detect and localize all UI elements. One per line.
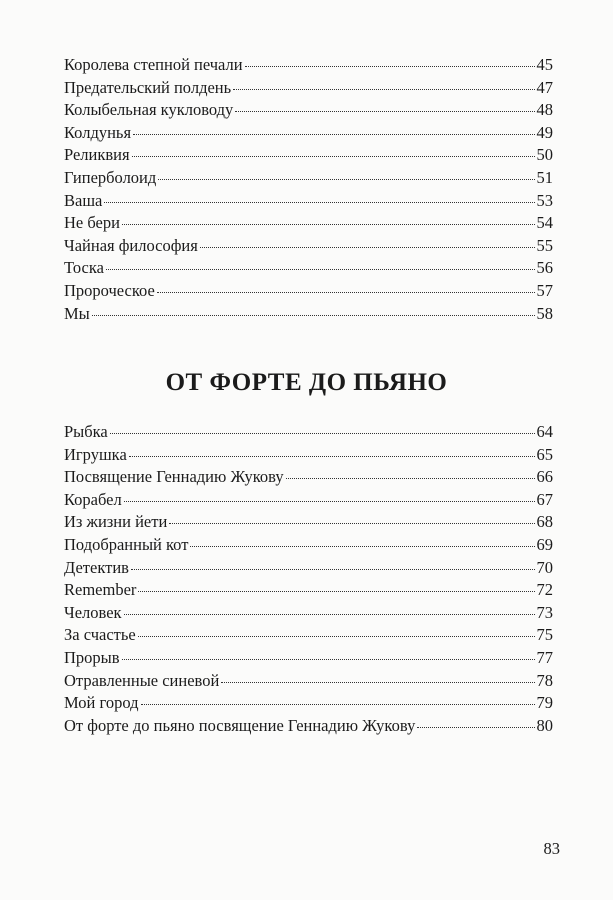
toc-entry xyxy=(64,235,553,258)
entry-page-number: 54 xyxy=(536,213,553,233)
entry-page-number: 67 xyxy=(536,489,553,509)
toc-entry xyxy=(64,257,553,280)
entry-page-number: 55 xyxy=(536,235,553,255)
toc-entry xyxy=(64,647,553,670)
entry-page-number: 79 xyxy=(536,693,553,713)
toc-entry xyxy=(64,167,553,190)
entry-title: Не бери xyxy=(64,213,120,233)
entry-page-number: 51 xyxy=(536,167,553,187)
entry-page-number: 47 xyxy=(536,77,553,97)
entry-title: Remember xyxy=(64,580,137,600)
dot-leader xyxy=(417,727,534,728)
entry-title: За счастье xyxy=(64,625,136,645)
entry-title: Колдунья xyxy=(64,122,132,142)
entry-page-number: 72 xyxy=(536,580,553,600)
dot-leader xyxy=(131,569,535,570)
toc-entry xyxy=(64,466,553,489)
toc-entry xyxy=(64,280,553,303)
entry-page-number: 45 xyxy=(536,55,553,74)
entry-page-number: 48 xyxy=(536,100,553,120)
entry-title: Подобранный кот xyxy=(64,534,189,554)
dot-leader xyxy=(286,478,535,479)
entry-title: Королева степной печали xyxy=(64,55,243,74)
dot-leader xyxy=(133,134,534,135)
toc-entry xyxy=(64,212,553,235)
entry-title: Ваша xyxy=(64,190,103,210)
entry-title: Человек xyxy=(64,602,122,622)
page-number: 83 xyxy=(543,839,560,858)
toc-entry xyxy=(64,77,553,100)
entry-title: Посвящение Геннадию Жукову xyxy=(64,467,284,487)
dot-leader xyxy=(124,501,535,502)
toc-entry xyxy=(64,670,553,693)
toc-entry xyxy=(64,534,553,557)
toc-entry xyxy=(64,489,553,512)
entry-page-number: 75 xyxy=(536,625,553,645)
entry-page-number: 50 xyxy=(536,145,553,165)
dot-leader xyxy=(158,179,534,180)
dot-leader xyxy=(138,591,534,592)
toc-entry xyxy=(64,692,553,715)
entry-title: Тоска xyxy=(64,258,104,278)
entry-title: Рыбка xyxy=(64,422,108,441)
entry-title: Чайная философия xyxy=(64,235,198,255)
entry-page-number: 58 xyxy=(536,303,553,323)
entry-title: Реликвия xyxy=(64,145,130,165)
dot-leader xyxy=(245,66,535,67)
entry-page-number: 64 xyxy=(536,422,553,441)
dot-leader xyxy=(104,202,534,203)
entry-title: Колыбельная кукловоду xyxy=(64,100,234,120)
entry-page-number: 56 xyxy=(536,258,553,278)
entry-title: Детектив xyxy=(64,557,129,577)
entry-title: От форте до пьяно посвящение Геннадию Жукову xyxy=(64,715,416,735)
entry-page-number: 77 xyxy=(536,647,553,667)
dot-leader xyxy=(138,636,535,637)
entry-page-number: 69 xyxy=(536,534,553,554)
entry-title: Игрушка xyxy=(64,444,127,464)
dot-leader xyxy=(106,269,535,270)
entry-title: Гиперболоид xyxy=(64,167,157,187)
dot-leader xyxy=(190,546,534,547)
dot-leader xyxy=(169,523,534,524)
toc-entry xyxy=(64,303,553,326)
entry-title: Корабел xyxy=(64,489,122,509)
toc-list-first xyxy=(64,54,553,325)
toc-entry xyxy=(64,511,553,534)
dot-leader xyxy=(110,433,535,434)
toc-entry xyxy=(64,579,553,602)
entry-title: Мы xyxy=(64,303,90,323)
entry-page-number: 78 xyxy=(536,670,553,690)
entry-page-number: 80 xyxy=(536,715,553,735)
toc-entry xyxy=(64,624,553,647)
dot-leader xyxy=(129,456,535,457)
toc-entry xyxy=(64,715,553,738)
entry-page-number: 49 xyxy=(536,122,553,142)
entry-title: Прорыв xyxy=(64,647,120,667)
entry-title: Предательский полдень xyxy=(64,77,232,97)
entry-page-number: 65 xyxy=(536,444,553,464)
toc-entry xyxy=(64,144,553,167)
toc-entry xyxy=(64,444,553,467)
entry-title: Отравленные синевой xyxy=(64,670,220,690)
dot-leader xyxy=(132,156,535,157)
entry-page-number: 57 xyxy=(536,280,553,300)
toc-entry xyxy=(64,190,553,213)
entry-page-number: 68 xyxy=(536,512,553,532)
toc-entry xyxy=(64,54,553,77)
section-heading: ОТ ФОРТЕ ДО ПЬЯНО xyxy=(165,369,448,396)
toc-entry xyxy=(64,421,553,444)
dot-leader xyxy=(233,89,534,90)
dot-leader xyxy=(221,682,534,683)
dot-leader xyxy=(157,292,535,293)
dot-leader xyxy=(124,614,535,615)
entry-page-number: 66 xyxy=(536,467,553,487)
dot-leader xyxy=(141,704,535,705)
entry-title: Мой город xyxy=(64,693,139,713)
dot-leader xyxy=(200,247,535,248)
dot-leader xyxy=(92,315,535,316)
dot-leader xyxy=(122,659,535,660)
entry-page-number: 73 xyxy=(536,602,553,622)
dot-leader xyxy=(235,111,534,112)
toc-entry xyxy=(64,557,553,580)
entry-title: Пророческое xyxy=(64,280,155,300)
entry-page-number: 70 xyxy=(536,557,553,577)
entry-page-number: 53 xyxy=(536,190,553,210)
entry-title: Из жизни йети xyxy=(64,512,168,532)
toc-entry xyxy=(64,602,553,625)
toc-entry xyxy=(64,122,553,145)
dot-leader xyxy=(122,224,535,225)
toc-list-second xyxy=(64,421,553,737)
toc-entry xyxy=(64,99,553,122)
